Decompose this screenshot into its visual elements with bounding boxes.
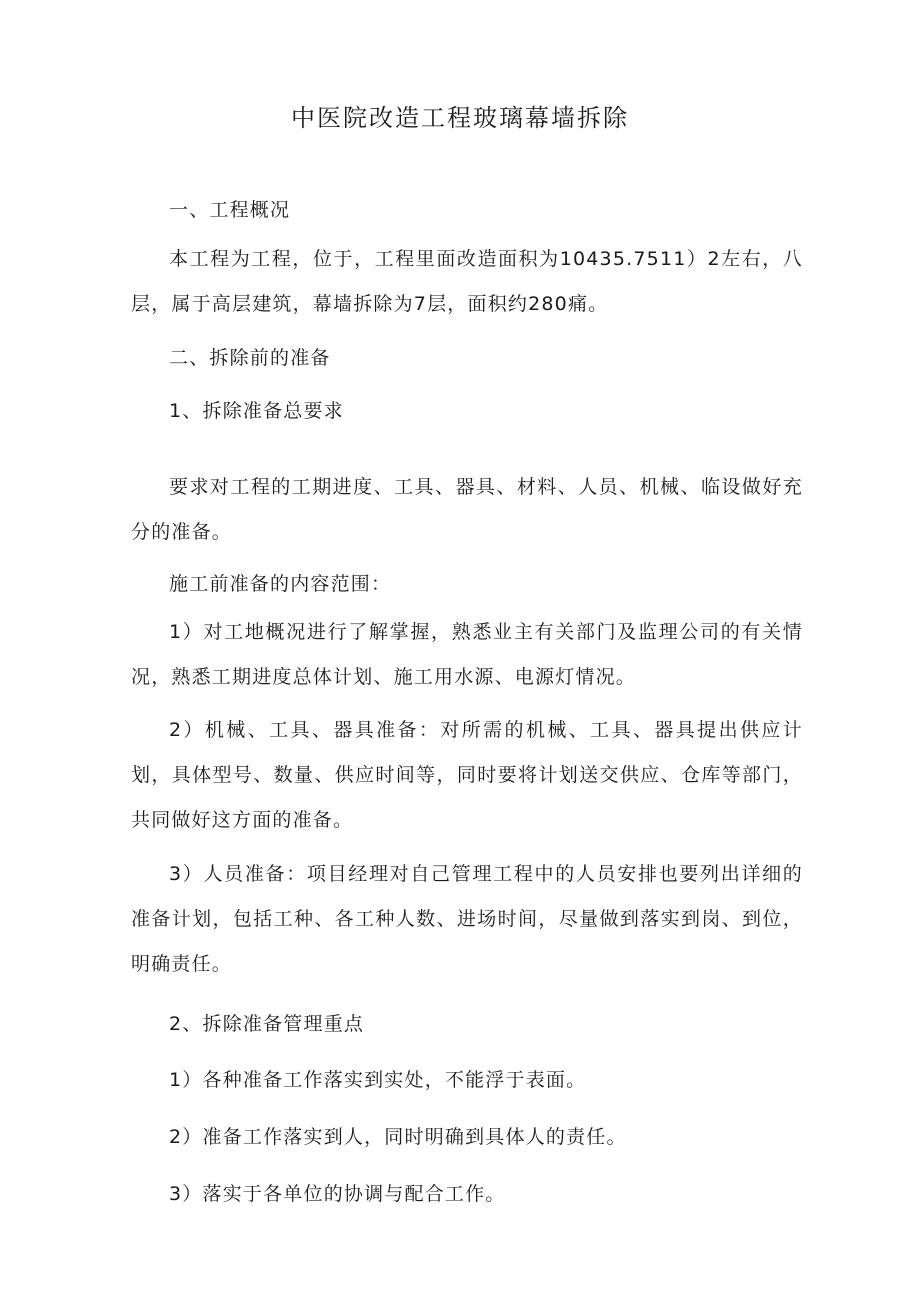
list-item-site-survey: 1）对工地概况进行了解掌握，熟悉业主有关部门及监理公司的有关情况，熟悉工期进度总体计划、施工用水源、电源灯情况。 [131,621,803,688]
list-item-personnel: 3）人员准备：项目经理对自己管理工程中的人员安排也要列出详细的准备计划，包括工种、各工种人数、进场时间，尽量做到落实到岗、到位，明确责任。 [131,863,803,975]
section-heading-preparation: 二、拆除前的准备 [169,347,331,369]
paragraph-scope-intro: 施工前准备的内容范围： [169,573,392,595]
subheading-management-focus: 2、拆除准备管理重点 [169,1013,365,1035]
paragraph-requirements: 要求对工程的工期进度、工具、器具、材料、人员、机械、临设做好充分的准备。 [131,476,803,543]
paragraph-overview: 本工程为工程，位于，工程里面改造面积为10435.7511）2左右，八层，属于高层建筑，幕墙拆除为7层，面积约280痛。 [131,248,803,315]
list-item-equipment: 2）机械、工具、器具准备：对所需的机械、工具、器具提出供应计划，具体型号、数量、供应时间等，同时要将计划送交供应、仓库等部门，共同做好这方面的准备。 [131,719,803,831]
section-heading-overview: 一、工程概况 [169,199,291,221]
document-title: 中医院改造工程玻璃幕墙拆除 [291,104,629,132]
list-item-focus-3: 3）落实于各单位的协调与配合工作。 [169,1183,506,1205]
list-item-focus-2: 2）准备工作落实到人，同时明确到具体人的责任。 [169,1126,627,1148]
list-item-focus-1: 1）各种准备工作落实到实处，不能浮于表面。 [169,1069,587,1091]
subheading-general-requirements: 1、拆除准备总要求 [169,400,344,422]
